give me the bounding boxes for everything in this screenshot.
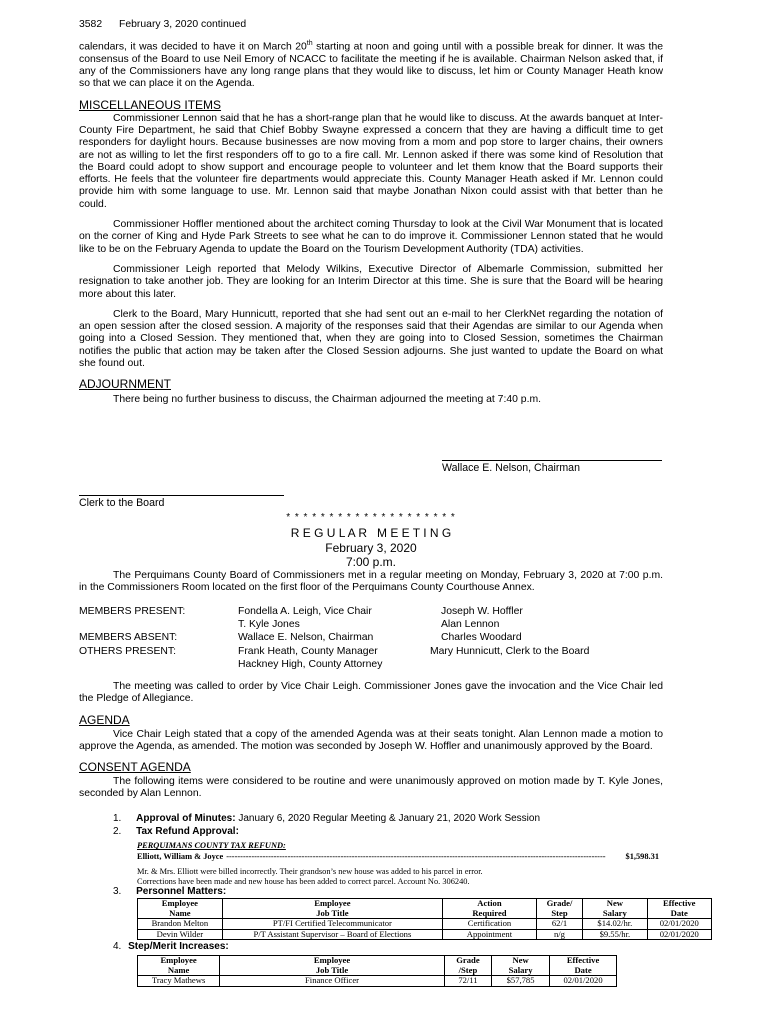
others-present-label: OTHERS PRESENT: [79, 646, 176, 657]
adjournment-text: There being no further business to discuss, the Chairman adjourned the meeting at 7:40 p.m. [113, 394, 541, 406]
cell: Brandon Melton [138, 919, 223, 930]
item-number: 2. [113, 826, 122, 837]
consent-item-3 [113, 886, 226, 897]
col-header: Action Required [443, 899, 537, 919]
item-label: Tax Refund Approval: [136, 826, 239, 837]
regular-meeting-title: R E G U L A R M E E T I N G [290, 526, 452, 540]
cell: $9.55/hr. [583, 929, 647, 940]
step-merit-table [137, 955, 617, 987]
personnel-table [137, 898, 712, 940]
separator-stars: * * * * * * * * * * * * * * * * * * * * [286, 512, 456, 523]
misc-heading: MISCELLANEOUS ITEMS [79, 97, 222, 112]
clerk-signature-name: Clerk to the Board [79, 497, 165, 509]
cell: Finance Officer [220, 976, 445, 987]
page-number: 3582 [79, 19, 103, 30]
col-header: New Salary [583, 899, 647, 919]
members-present-col2 [441, 606, 523, 631]
refund-note-2: Corrections have been made and new house has been added to correct parcel. Account No. 306240. [137, 877, 470, 886]
cell: 02/01/2020 [647, 919, 711, 930]
meeting-time: 7:00 p.m. [345, 555, 397, 569]
call-to-order: The meeting was called to order by Vice Chair Leigh. Commissioner Jones gave the invocation and the Vice Chair led the Pledge of Allegiance. [79, 681, 663, 705]
cell: 02/01/2020 [647, 929, 711, 940]
attendee-name: Frank Heath, County Manager [238, 646, 378, 657]
refund-name: Elliott, William & Joyce [137, 852, 224, 861]
refund-line [137, 852, 659, 862]
cell: 72/11 [444, 976, 491, 987]
page-header [79, 19, 246, 30]
member-name: Fondella A. Leigh, Vice Chair [238, 606, 372, 617]
item-number: 1. [113, 813, 122, 824]
col-header: Employee Name [138, 956, 220, 976]
cell: Appointment [443, 929, 537, 940]
meeting-date: February 3, 2020 [325, 541, 417, 555]
cell: Certification [443, 919, 537, 930]
personnel-header-row [138, 899, 712, 919]
item-number: 4. [113, 941, 122, 952]
cell: $14.02/hr. [583, 919, 647, 930]
members-present-label: MEMBERS PRESENT: [79, 606, 186, 617]
refund-note-1: Mr. & Mrs. Elliott were billed incorrectly. Their grandson’s new house was added to his parcel in error. [137, 867, 483, 876]
agenda-heading: AGENDA [79, 712, 130, 727]
agenda-block [79, 681, 663, 801]
item-number: 3. [113, 886, 122, 897]
header-date: February 3, 2020 continued [119, 19, 247, 30]
cell: 62/1 [536, 919, 582, 930]
members-absent-label: MEMBERS ABSENT: [79, 632, 178, 643]
members-absent-col2: Charles Woodard [441, 632, 522, 643]
col-header: New Salary [492, 956, 550, 976]
col-header: Employee Job Title [220, 956, 445, 976]
cell: 02/01/2020 [550, 976, 617, 987]
item-text: January 6, 2020 Regular Meeting & January 21, 2020 Work Session [238, 813, 541, 824]
others-present-col1 [238, 646, 382, 671]
clerk-signature-line [79, 495, 284, 496]
members-absent-col1: Wallace E. Nelson, Chairman [238, 632, 374, 643]
misc-paragraph-4: Clerk to the Board, Mary Hunnicutt, reported that she had sent out an e-mail to her ClerkNet regarding the notation of an open session after the closed session. A majority of the responses said that their Agendas are similar to our Agenda when going into a Closed Session. They mentioned that, when they are going into to Closed Session, sometimes the Chairman notifies the public that action may be taken after the Closed Session adjourns. She just wanted to update the Board on what she found out. [79, 308, 663, 369]
col-header: Grade /Step [444, 956, 491, 976]
intro-paragraph: calendars, it was decided to have it on March 20th starting at noon and going until with a possible break for dinner. It was the consensus of the Board to use Neil Emory of NCACC to facilitate the meeting if he is available. Chairman Nelson asked that, if any of the Commissioners have any long range plans that they would like to discuss, let him or County Manager Heath know so that we can place it on the Agenda. [79, 40, 663, 90]
chair-signature-name: Wallace E. Nelson, Chairman [442, 462, 580, 474]
attendee-name: Hackney High, County Attorney [238, 658, 383, 670]
table-row [138, 919, 712, 930]
chair-signature-line [442, 460, 662, 461]
table-row [138, 976, 617, 987]
consent-heading: CONSENT AGENDA [79, 760, 191, 775]
adjournment-heading: ADJOURNMENT [79, 377, 171, 392]
meeting-intro-block [79, 570, 663, 595]
cell: Tracy Mathews [138, 976, 220, 987]
item-label: Personnel Matters: [136, 886, 227, 897]
misc-paragraph-1: Commissioner Lennon said that he has a short-range plan that he would like to discuss. At the awards banquet at Inter-County Fire Department, he said that Chief Bobby Swayne expressed a concern that they are having a difficult time to get responders for daylight hours. Because businesses are now moving from a mom and pop store to larger chains, their owners are not as willing to let the first responders off to go to a fire call. Mr. Lennon asked if there was some kind of Resolution that the Board could adopt to show support and encourage people to volunteer and let them know that the Board supports their efforts. He feels that the volunteer fire departments would appreciate this. County Manager Heath asked if Mr. Lennon could provide him with some language to use. Mr. Lennon said that maybe Jonathan Nixon could assist with that better than he could. [79, 112, 663, 210]
meeting-intro: The Perquimans County Board of Commissioners met in a regular meeting on Monday, February 3, 2020 at 7:00 p.m. in the Commissioners Room located on the first floor of the Perquimans County Courthouse Annex. [79, 570, 663, 594]
cell: PT/FI Certified Telecommunicator [222, 919, 442, 930]
member-name: Joseph W. Hoffler [441, 606, 523, 617]
agenda-text: Vice Chair Leigh stated that a copy of the amended Agenda was at their seats tonight. Alan Lennon made a motion to approve the Agenda, as amended. The motion was seconded by Joseph W. Hoffler and unanimously approved by the Board. [79, 728, 663, 752]
others-present-col2: Mary Hunnicutt, Clerk to the Board [430, 646, 590, 657]
item-label: Approval of Minutes: [136, 813, 236, 824]
cell: $57,785 [492, 976, 550, 987]
refund-heading: PERQUIMANS COUNTY TAX REFUND: [137, 841, 286, 850]
document-body [79, 38, 663, 407]
misc-paragraph-2: Commissioner Hoffler mentioned about the architect coming Thursday to look at the Civil War Monument that is located on the corner of King and Hyde Park Streets to see what he can to do improve it. Commissioner Lennon stated that he would like to be on the February Agenda to update the Board on the Tourism Development Authority (TDA) activities. [79, 219, 663, 255]
refund-amount: $1,598.31 [625, 852, 659, 861]
consent-text: The following items were considered to be routine and were unanimously approved on motion made by T. Kyle Jones, seconded by Alan Lennon. [79, 776, 663, 800]
step-header-row [138, 956, 617, 976]
cell: P/T Assistant Supervisor – Board of Elections [222, 929, 442, 940]
tax-refund-block [137, 841, 659, 887]
col-header: Employee Job Title [222, 899, 442, 919]
members-present-col1 [238, 606, 372, 631]
col-header: Effective Date [550, 956, 617, 976]
col-header: Employee Name [138, 899, 223, 919]
member-name: Alan Lennon [441, 618, 500, 630]
consent-item-1 [113, 813, 540, 824]
col-header: Effective Date [647, 899, 711, 919]
consent-item-4 [113, 941, 229, 952]
col-header: Grade/ Step [536, 899, 582, 919]
misc-paragraph-3: Commissioner Leigh reported that Melody Wilkins, Executive Director of Albemarle Commission, submitted her resignation to take another job. They are looking for an Interim Director at this time. She is sure that the Board will be hearing more about this later. [79, 263, 663, 300]
dash-leader: ---------------------------------------------------------------------------------------------------------------------------------------- [226, 852, 606, 861]
member-name: T. Kyle Jones [238, 618, 300, 630]
cell: Devin Wilder [138, 929, 223, 940]
table-row [138, 929, 712, 940]
consent-item-2 [113, 826, 239, 837]
item-label: Step/Merit Increases: [128, 941, 229, 952]
cell: n/g [536, 929, 582, 940]
